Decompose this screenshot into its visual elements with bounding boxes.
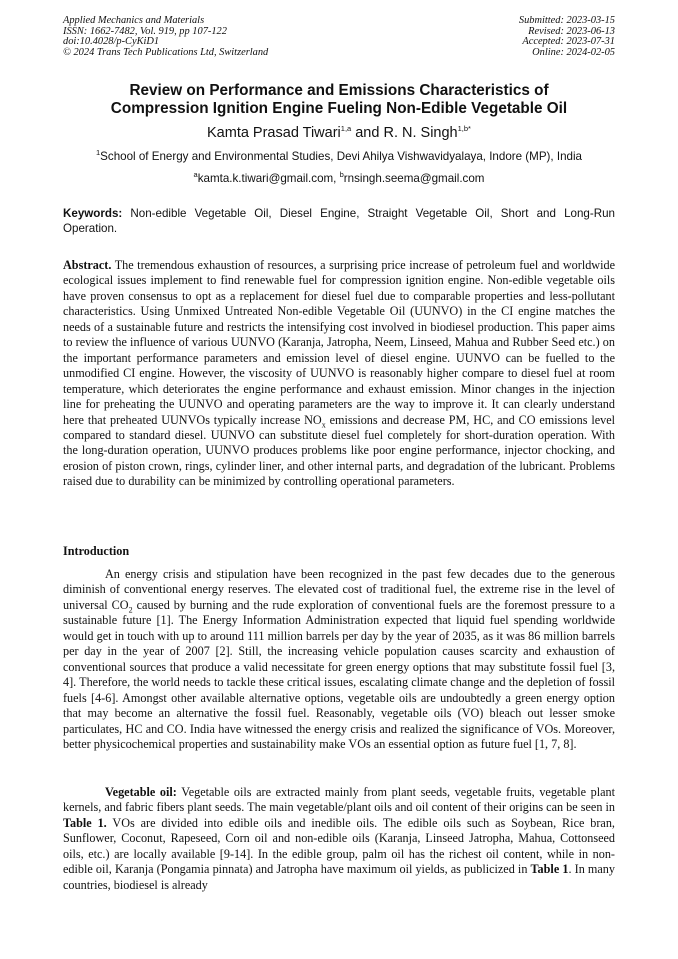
date-submitted: Submitted: 2023-03-15 xyxy=(518,15,615,26)
journal-issn: ISSN: 1662-7482, Vol. 919, pp 107-122 xyxy=(63,25,227,37)
abstract-paragraph xyxy=(63,258,615,490)
date-accepted: Accepted: 2023-07-31 xyxy=(522,36,615,48)
intro-p1-text-b: caused by burning and the rude exploration of conventional fuels are the foremost pressure to a sustainable future [1]. The Energy Information Administration expected that liquid fuel spending worldwide would get in touch with up to around 111 million barrels per day by the year of 2035, as it was 86 million barrels per day in the year of 2007 [2]. Still, the increasing vehicle population causes scarcity and exhaustion of conventional sources that produce a valid necessitate for green energy options that may substitute fossil fuel [3, 4]. Therefore, the world needs to tackle these critical issues, escalating climate change and the depletion of fossil fuels [4-6]. Amongst other available alternative options, vegetable oils are undoubtedly a green energy option that may become an alternative the fossil fuel. Reasonably, vegetable oils (VO) bleach out lesser smoke particulates, HC and CO. India have witnessed the energy crisis and realized the significance of VOs. Moreover, better physicochemical properties and sustainability make VOs an essential option as future fuel [1, 7, 8]. xyxy=(63,597,615,751)
abstract-label: Abstract. xyxy=(63,258,112,272)
title-line-1: Review on Performance and Emissions Characteristics of xyxy=(129,82,549,99)
intro-p2 xyxy=(63,785,615,893)
keywords xyxy=(63,206,615,236)
abstract-nox-subscript: x xyxy=(321,419,326,429)
journal-doi: doi:10.4028/p-CyKiD1 xyxy=(63,36,160,48)
email-b-mark: b xyxy=(339,170,344,180)
author-2: R. N. Singh xyxy=(383,125,458,141)
author-2-affil: 1,b* xyxy=(457,124,471,134)
paper-title xyxy=(63,82,615,118)
author-and: and xyxy=(351,125,384,141)
journal-info xyxy=(63,16,268,58)
author-1-affil: 1,a xyxy=(340,124,352,134)
date-online: Online: 2024-02-05 xyxy=(532,46,615,58)
intro-p1 xyxy=(63,567,615,752)
abstract xyxy=(63,258,615,490)
author-list xyxy=(63,125,615,142)
introduction-paragraph-1 xyxy=(63,567,615,752)
vegetable-oil-label: Vegetable oil: xyxy=(105,785,177,799)
intro-p1-text-a: An energy crisis and stipulation have been recognized in the past few decades due to the generous diminish of conventional energy reserves. The elevated cost of traditional fuel, the extreme rise in the level of universal CO xyxy=(63,567,615,612)
abstract-text-2: emissions and decrease PM, HC, and CO emissions level compared to standard diesel. UUNVO can substitute diesel fuel completely for short-duration operation. With the long-duration operation, UUNVO produces problems like poor engine performance, injector chocking, and erosion of piston crown, rings, cylinder liner, and other internal parts, and degradation of the lubricant. Problems raised due to durability can be minimized by controlling operational parameters. xyxy=(63,412,616,489)
intro-p2-text-c: . In many countries, biodiesel is already xyxy=(63,862,615,892)
intro-p2-text-b: VOs are divided into edible oils and inedible oils. The edible oils such as Soybean, Rice bran, Sunflower, Coconut, Rapeseed, Corn oil and non-edible oils (Karanja, Linseed Jatropha, Mahua, Cottonseed oils, etc.) are locally available [9-14]. In the edible group, palm oil has the richest oil content, while in non-edible oil, Karanja (Pongamia pinnata) and Jatropha have maximum oil yields, as publicized in xyxy=(63,815,615,877)
author-1: Kamta Prasad Tiwari xyxy=(207,125,341,141)
introduction-paragraph-2 xyxy=(63,785,615,893)
affiliation xyxy=(63,150,615,164)
journal-copyright: © 2024 Trans Tech Publications Ltd, Switzerland xyxy=(63,46,269,58)
affiliation-mark: 1 xyxy=(96,148,101,158)
abstract-text-1: The tremendous exhaustion of resources, a surprising price increase of petroleum fuel and worldwide ecological issues implement to find renewable fuel for compression ignition engine. Non-edible vegetable oils have proven consensus to opt as a replacement for diesel fuel due to comparable properties and less-pollutant characteristics. Using Unmixed Untreated Non-edible Vegetable Oil (UUNVO) in the CI engine matches the needs of a sustainable future and restricts the intensifying cost involved in biodiesel production. This paper aims to review the influence of various UUNVO (Karanja, Jatropha, Neem, Linseed, Mahua and Rubber Seed etc.) on the important performance parameters and emission level of diesel engine. UUNVO can be fuelled to the unmodified CI engine. However, the viscosity of UUNVO is reasonably higher compare to diesel fuel at room temperature, which deteriorates the engine performance and exhaust emission. Minor changes in the injection line for preheating the UUNVO and operating parameters are the way to improve it. It can clearly understand here that preheated UUNVOs typically increase NO xyxy=(63,258,615,427)
table-1-ref-2: Table 1 xyxy=(530,862,569,877)
email-b: rnsingh.seema@gmail.com xyxy=(343,172,485,185)
co2-subscript: 2 xyxy=(128,605,133,615)
date-revised: Revised: 2023-06-13 xyxy=(528,25,615,37)
email-a: kamta.k.tiwari@gmail.com, xyxy=(197,172,340,185)
table-1-ref: Table 1. xyxy=(63,815,107,830)
keywords-text: Non-edible Vegetable Oil, Diesel Engine, Straight Vegetable Oil, Short and Long-Run Operation. xyxy=(63,207,615,235)
intro-p2-text-a: Vegetable oils are extracted mainly from plant seeds, vegetable fruits, vegetable plant kernels, and fabric fibers plant seeds. The main vegetable/plant oils and oil content of their origins can be seen in xyxy=(63,785,615,815)
introduction-heading: Introduction xyxy=(63,544,130,558)
keywords-label: Keywords: xyxy=(63,207,123,220)
affiliation-text: School of Energy and Environmental Studies, Devi Ahilya Vishwavidyalaya, Indore (MP), India xyxy=(100,150,582,163)
title-line-2: Compression Ignition Engine Fueling Non-Edible Vegetable Oil xyxy=(110,100,568,117)
journal-name: Applied Mechanics and Materials xyxy=(63,15,205,26)
email-a-mark: a xyxy=(193,170,198,180)
submission-dates xyxy=(519,16,615,58)
author-emails xyxy=(63,172,615,186)
